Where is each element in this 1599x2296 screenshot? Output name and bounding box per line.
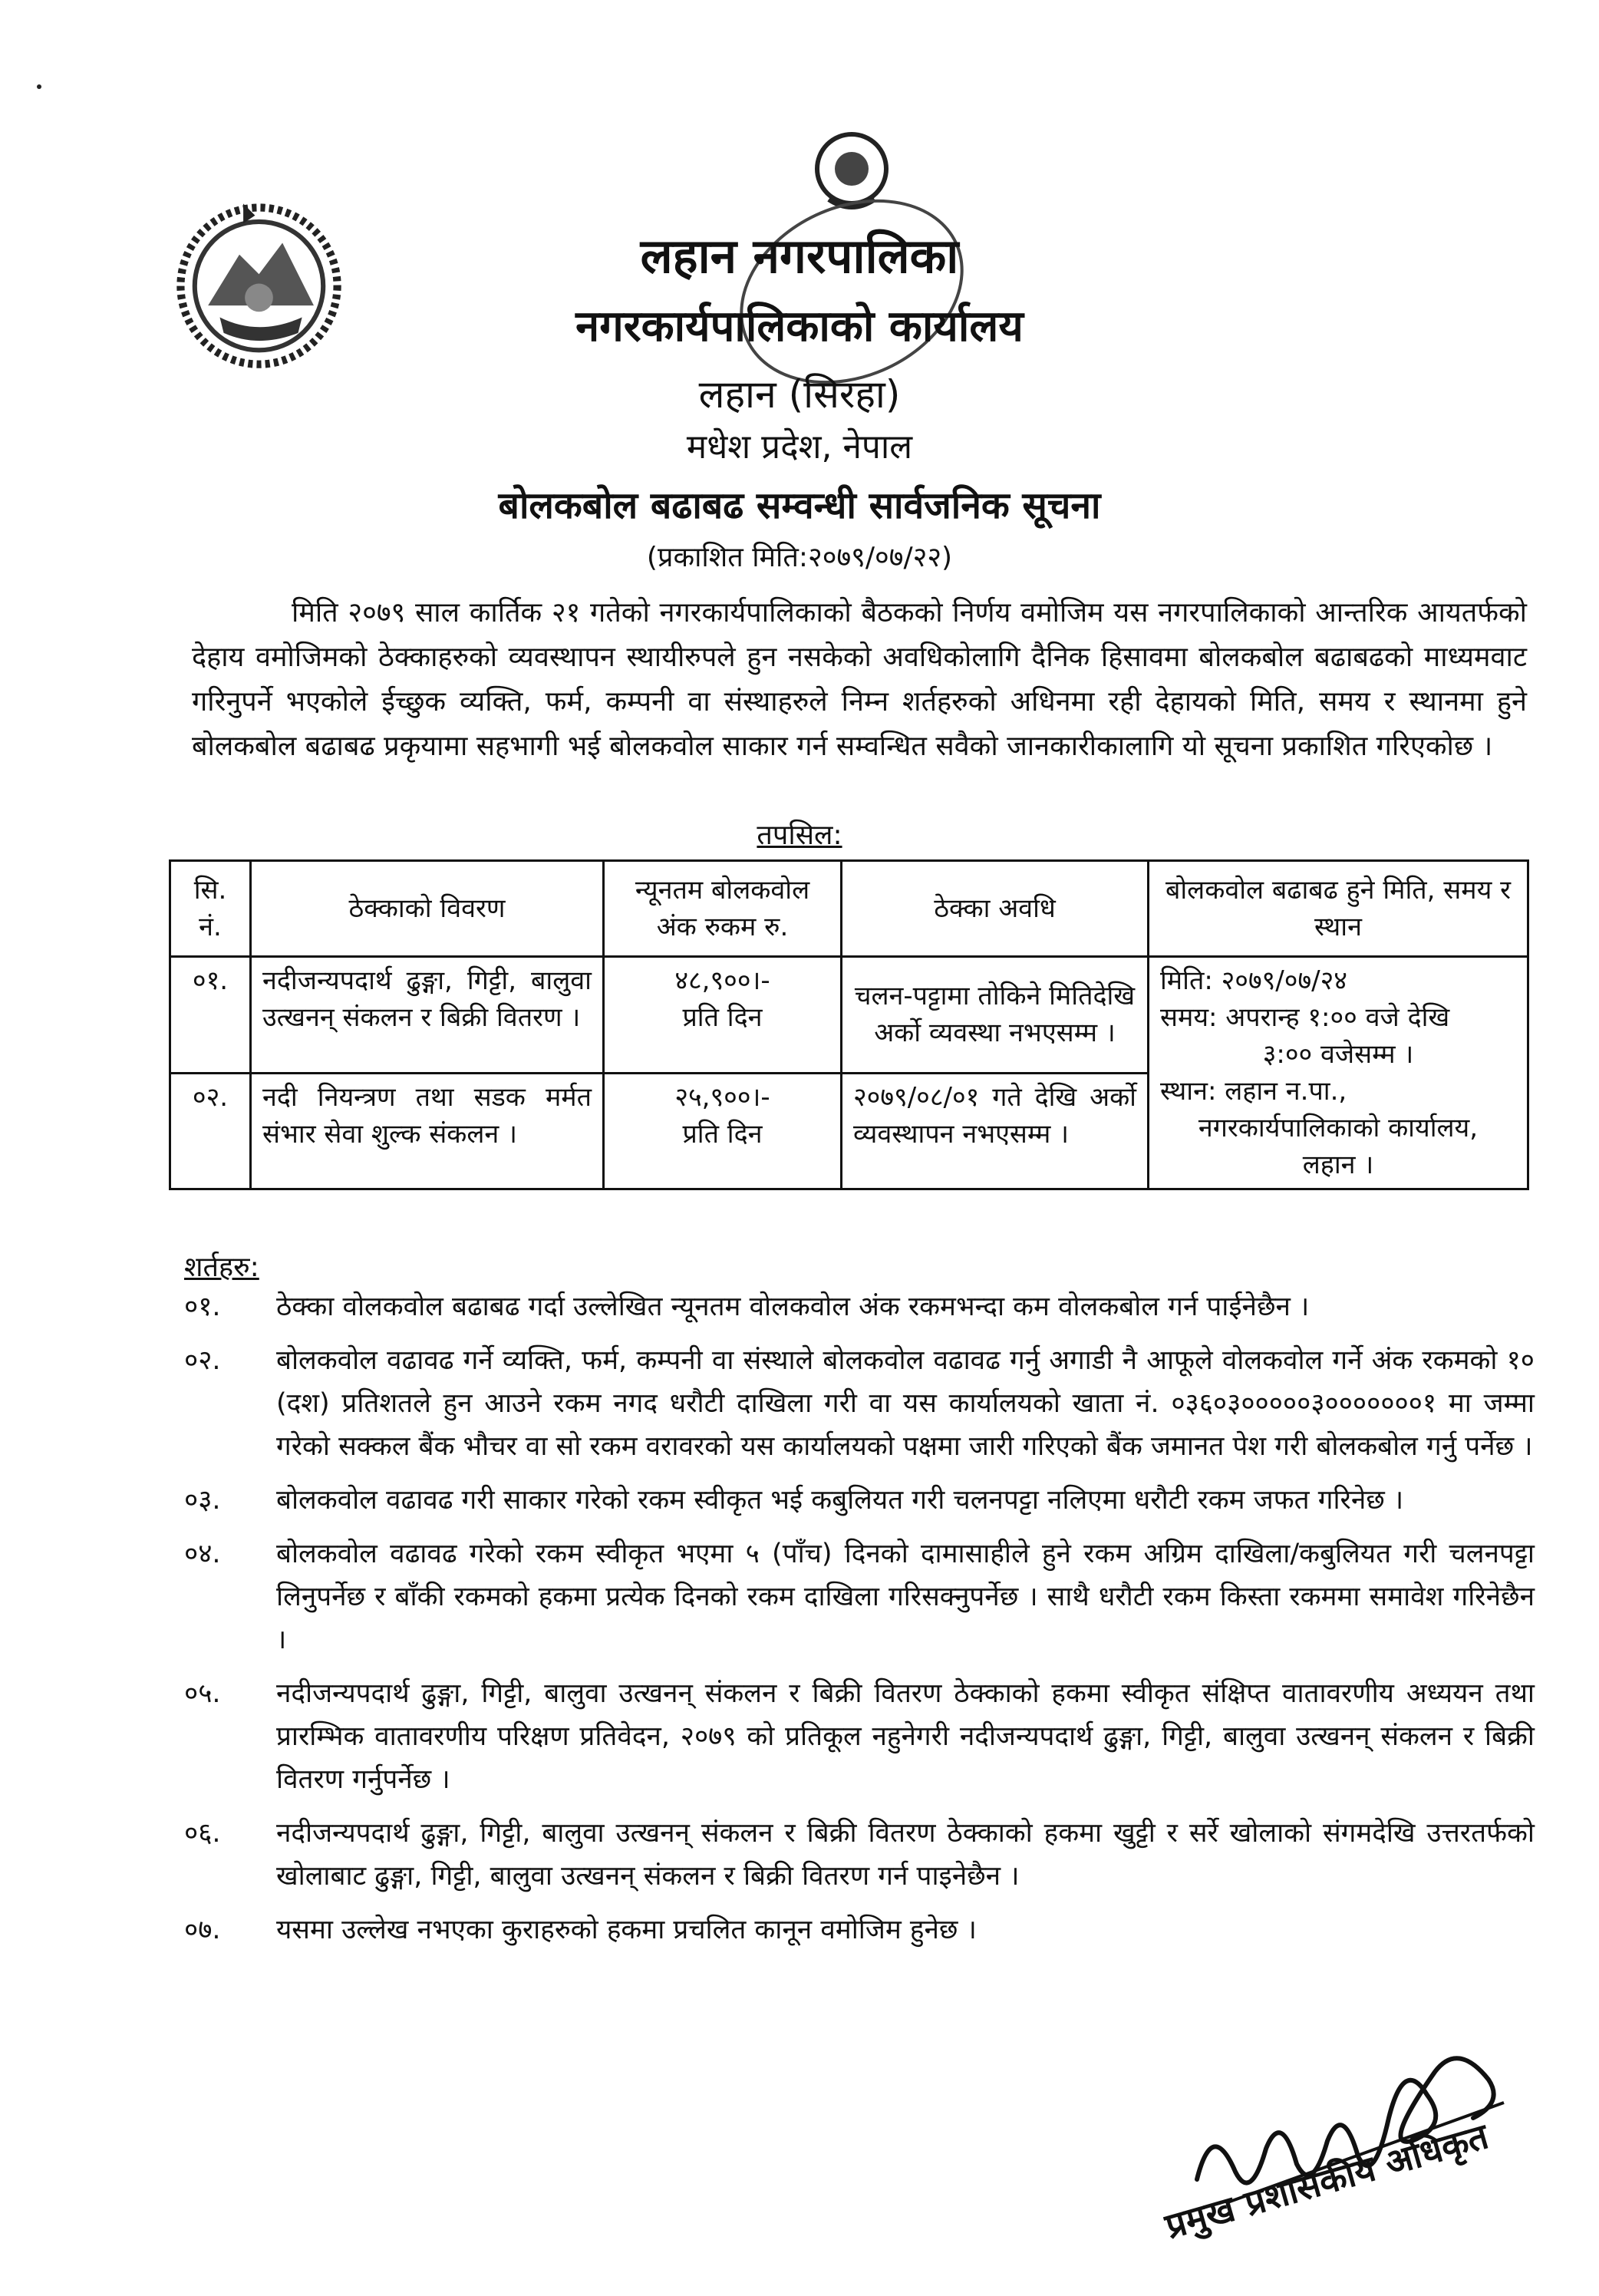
province: मधेश प्रदेश, नेपाल — [686, 427, 913, 467]
condition-text: यसमा उल्लेख नभएका कुराहरुको हकमा प्रचलित कानून वमोजिम हुनेछ । — [276, 1915, 977, 1945]
designation-label: प्रमुख प्रशासकीय अधिकृत — [1160, 2115, 1493, 2247]
condition-number: ०६. — [184, 1818, 221, 1849]
office-location: लहान (सिरहा) — [698, 372, 901, 417]
list-item — [184, 1532, 1535, 1661]
list-item — [184, 1672, 1535, 1801]
auction-place-office: नगरकार्यपालिकाको कार्यालय, — [1198, 1113, 1479, 1143]
row-desc: नदी नियन्त्रण तथा सडक मर्मत संभार सेवा शुल्क संकलन । — [251, 1073, 604, 1189]
row-sn: ०१. — [170, 957, 251, 1074]
auction-time: समय: अपरान्ह १:०० वजे देखि — [1160, 1002, 1450, 1033]
condition-number: ०७. — [184, 1915, 221, 1945]
office-name: लहान नगरपालिका — [640, 228, 959, 284]
condition-number: ०३. — [184, 1485, 221, 1516]
list-item — [184, 1285, 1535, 1328]
list-item — [184, 1339, 1535, 1468]
list-item — [184, 1908, 1535, 1951]
header-min: न्यूनतम बोलकवोल अंक रुकम रु. — [604, 861, 842, 957]
condition-number: ०१. — [184, 1292, 221, 1322]
condition-number: ०५. — [184, 1678, 221, 1709]
header-desc: ठेक्काको विवरण — [251, 861, 604, 957]
condition-text: नदीजन्यपदार्थ ढुङ्गा, गिट्टी, बालुवा उत्खनन् संकलन र बिक्री वितरण ठेक्काको हकमा खुट्टी र सर्रे खोलाको संगमदेखि उत्तरतर्फको खोलाबाट ढुङ्गा, गिट्टी, बालुवा उत्खनन् संकलन र बिक्री वितरण गर्न पाइनेछैन । — [276, 1818, 1535, 1892]
auction-place: स्थान: लहान न.पा., — [1160, 1076, 1347, 1107]
conditions-list — [184, 1285, 1535, 1962]
condition-number: ०२. — [184, 1345, 221, 1376]
row-min-amount: २५,९००।- — [674, 1081, 770, 1113]
auction-place-city: लहान । — [1302, 1150, 1374, 1180]
scan-dot — [37, 84, 41, 89]
schedule-label: तपसिल: — [757, 820, 842, 851]
auction-details — [1149, 957, 1528, 1189]
intro-paragraph: मिति २०७९ साल कार्तिक २१ गतेको नगरकार्यपालिकाको बैठकको निर्णय वमोजिम यस नगरपालिकाको आन्तरिक आयतर्फको देहाय वमोजिमको ठेक्काहरुको व्यवस्थापन स्थायीरुपले हुन नसकेको अवधिकोलागि दैनिक हिसावमा बोलकबोल बढाबढको माध्यमवाट गरिनुपर्ने भएकोले ईच्छुक व्यक्ति, फर्म, कम्पनी वा संस्थाहरुले निम्न शर्तहरुको अधिनमा रही देहायको मिति, समय र स्थानमा हुने बोलकबोल बढाबढ प्रकृयामा सहभागी भई बोलकवोल साकार गर्न सम्वन्धित सवैको जानकारीकालागि यो सूचना प्रकाशित गरिएकोछ । — [192, 597, 1527, 762]
row-min — [604, 957, 842, 1074]
list-item — [184, 1812, 1535, 1898]
table-row — [170, 957, 1528, 1074]
row-min-unit: प्रति दिन — [682, 1118, 763, 1150]
row-desc: नदीजन्यपदार्थ ढुङ्गा, गिट्टी, बालुवा उत्खनन् संकलन र बिक्री वितरण । — [251, 957, 604, 1074]
condition-text: ठेक्का वोलकवोल बढाबढ गर्दा उल्लेखित न्यूनतम वोलकवोल अंक रकमभन्दा कम वोलकबोल गर्न पाईनेछैन । — [276, 1292, 1310, 1322]
conditions-title: शर्तहरु: — [184, 1252, 259, 1283]
table-header-row — [170, 861, 1528, 957]
office-subtitle: नगरकार्यपालिकाको कार्यालय — [575, 302, 1024, 351]
condition-text: बोलकवोल वढावढ गरेको रकम स्वीकृत भएमा ५ (पाँच) दिनको दामासाहीले हुने रकम अग्रिम दाखिला/कबुलियत गरी चलनपट्टा लिनुपर्नेछ र बाँकी रकमको हकमा प्रत्येक दिनको रकम दाखिला गरिसक्नुपर्नेछ । साथै धरौटी रकम किस्ता रकममा समावेश गरिनेछैन । — [276, 1539, 1535, 1655]
condition-text: बोलकवोल वढावढ गर्ने व्यक्ति, फर्म, कम्पनी वा संस्थाले बोलकवोल वढावढ गर्नु अगाडी नै आफूले वोलकवोल गर्ने अंक रकमको १० (दश) प्रतिशतले हुन आउने रकम नगद धरौटी दाखिला गरी वा यस कार्यालयको खाता नं. ०३६०३०००००३०००००००१ मा जम्मा गरेको सक्कल बैंक भौचर वा सो रकम वरावरको यस कार्यालयको पक्षमा जारी गरिएको बैंक जमानत पेश गरी बोलकबोल गर्नु पर्नेछ । — [276, 1345, 1535, 1462]
condition-number: ०४. — [184, 1539, 221, 1569]
condition-text: नदीजन्यपदार्थ ढुङ्गा, गिट्टी, बालुवा उत्खनन् संकलन र बिक्री वितरण ठेक्काको हकमा स्वीकृत संक्षिप्त वातावरणीय अध्ययन तथा प्रारम्भिक वातावरणीय परिक्षण प्रतिवेदन, २०७९ को प्रतिकूल नहुनेगरी नदीजन्यपदार्थ ढुङ्गा, गिट्टी, बालुवा उत्खनन् संकलन र बिक्री वितरण गर्नुपर्नेछ । — [276, 1678, 1535, 1795]
row-period: २०७९/०८/०१ गते देखि अर्को व्यवस्थापन नभएसम्म । — [842, 1073, 1149, 1189]
header-when: बोलकवोल बढाबढ हुने मिति, समय र स्थान — [1149, 861, 1528, 957]
notice-title: बोलकबोल बढाबढ सम्वन्धी सार्वजनिक सूचना — [498, 484, 1101, 527]
list-item — [184, 1479, 1535, 1522]
row-min-unit: प्रति दिन — [682, 1002, 763, 1033]
condition-text: बोलकवोल वढावढ गरी साकार गरेको रकम स्वीकृत भई कबुलियत गरी चलनपट्टा नलिएमा धरौटी रकम जफत गरिनेछ । — [276, 1485, 1404, 1516]
auction-date: मिति: २०७९/०७/२४ — [1160, 965, 1347, 996]
header-sn: सि. नं. — [170, 861, 251, 957]
row-sn: ०२. — [170, 1073, 251, 1189]
header-period: ठेक्का अवधि — [842, 861, 1149, 957]
row-min-amount: ४८,९००।- — [674, 965, 770, 996]
published-date: (प्रकाशित मिति:२०७९/०७/२२) — [646, 542, 953, 573]
contract-table — [169, 859, 1529, 1190]
row-min — [604, 1073, 842, 1189]
auction-time-end: ३:०० वजेसम्म । — [1262, 1039, 1414, 1070]
row-period: चलन-पट्टामा तोकिने मितिदेखि अर्को व्यवस्था नभएसम्म । — [842, 957, 1149, 1074]
